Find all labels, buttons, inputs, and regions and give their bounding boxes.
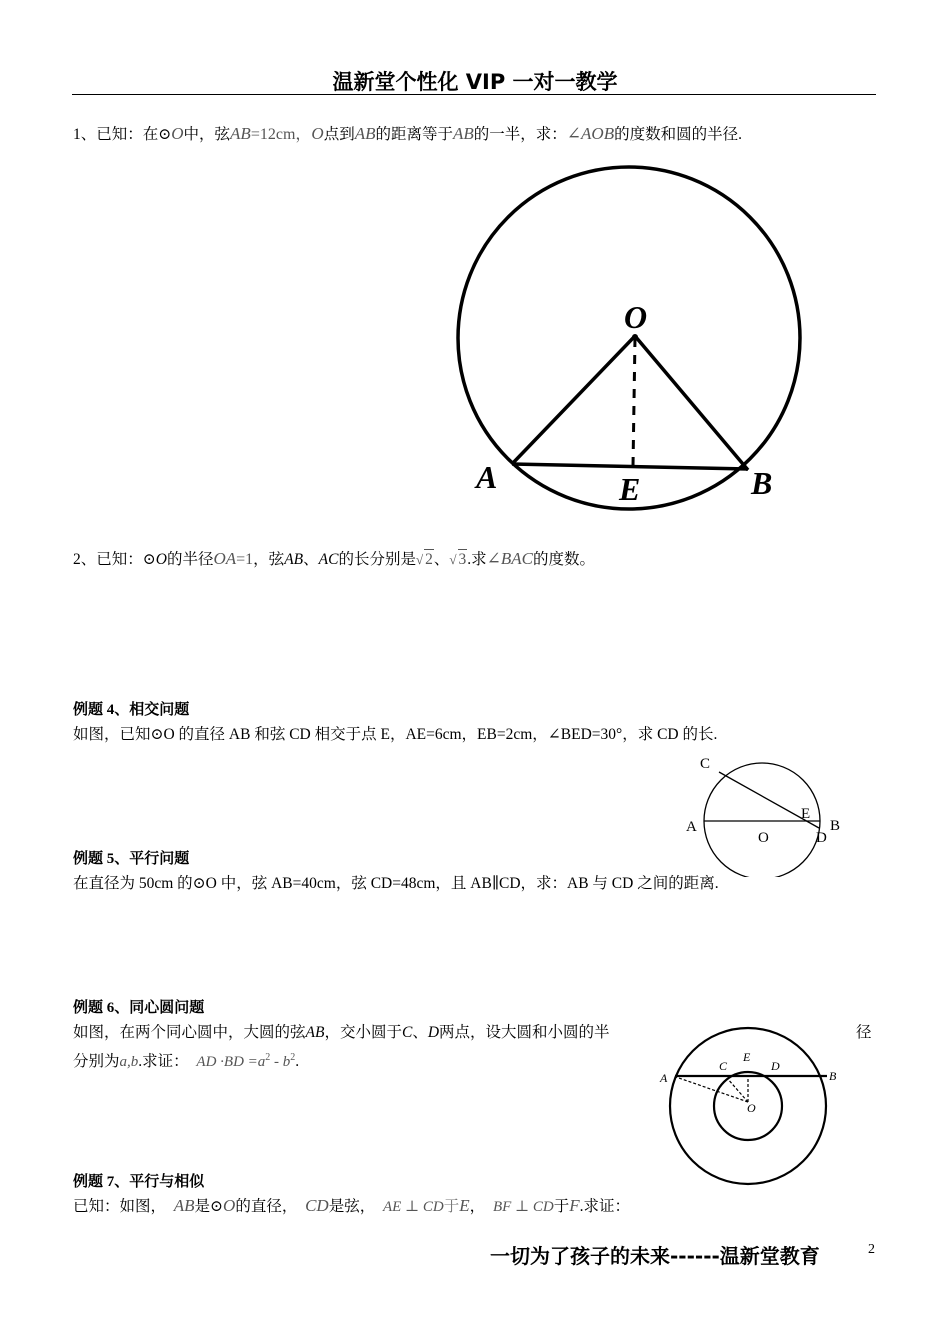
example-7-text-part: 于 [443,1198,460,1215]
figure-1-ob [635,336,748,470]
math-d: D [427,1024,440,1041]
math-f: F [569,1196,580,1215]
example-6-text: 两点，设大圆和小圆的半 [439,1024,610,1041]
math-formula: - b [270,1054,291,1071]
separator: 、 [433,551,450,568]
example-6-text: 如图，在两个同心圆中，大圆的弦 [73,1024,306,1041]
math-e: E [459,1196,470,1215]
problem-1-text: 点到 [323,126,355,143]
example-7-heading: 例题 7、平行与相似 [73,1174,205,1190]
sqrt-sign: √ [449,552,457,567]
figure-circle-triangle [440,148,820,528]
figure-3-label-o: O [747,1101,756,1115]
sqrt-2: 2 [425,551,433,568]
figure-3-label-e: E [743,1050,751,1064]
math-ab: AB [354,124,376,143]
problem-2 [73,549,595,570]
figure-2-label-c: C [700,756,711,772]
example-6-line-2 [73,1048,299,1072]
separator: 、 [303,551,319,568]
math-eq: =1 [236,551,254,568]
example-7-text-part: 于 [553,1198,570,1215]
figure-concentric-circles [656,1020,846,1190]
example-7-text-part: ， [469,1198,486,1215]
figure-1-label-a: A [476,459,498,495]
problem-2-prefix: 2、已知：⊙ [73,551,156,568]
math-angle: ∠BAC [486,549,534,568]
figure-1-oa [512,336,635,464]
math-oa: OA [213,549,237,568]
problem-2-text: .求 [467,551,487,568]
figure-3-label-a: A [660,1071,668,1085]
math-o: O [311,124,324,143]
example-4-heading: 例题 4、相交问题 [73,702,190,718]
problem-1 [73,124,742,145]
math-o: O [155,551,167,568]
example-6-text: 分别为 [73,1053,120,1071]
example-7-text-part: .求证： [579,1198,631,1215]
example-4-text: 如图，已知⊙O 的直径 AB 和弦 CD 相交于点 E，AE=6cm，EB=2cm，∠BED=30°，求 CD 的长. [73,726,718,743]
math-ab: AB [173,1196,195,1215]
math-ab: AB [230,124,251,143]
figure-1-label-e: E [619,471,641,507]
example-6-line-1-end: 径 [856,1024,872,1041]
page-number: 2 [868,1242,875,1257]
example-6-heading: 例题 6、同心圆问题 [73,1000,205,1016]
example-6-text: ，交小圆于 [324,1024,402,1041]
figure-3-label-b: B [829,1069,837,1083]
figure-intersecting-chord [676,752,856,877]
footer-slogan: 一切为了孩子的未来------温新堂教育 [490,1244,820,1268]
example-7-text-part: 是弦， [328,1198,376,1215]
figure-1-oe [633,338,635,466]
math-ab: AB [453,124,474,143]
header-rule [72,94,876,95]
figure-2-label-e: E [801,806,811,822]
example-6-text: .求证： [138,1053,189,1071]
example-5-heading: 例题 5、平行问题 [73,851,190,867]
problem-1-text: 的度数和圆的半径. [614,126,742,143]
math-ab: AB [284,551,304,568]
example-6-text: . [295,1053,300,1071]
math-c: C [401,1024,413,1041]
problem-2-text: ，弦 [253,551,285,568]
math-angle: ∠AOB [566,124,615,143]
figure-3-label-c: C [719,1059,728,1073]
math-exponent: 2 [265,1052,271,1063]
math-cd: CD [305,1196,329,1215]
problem-1-text: 中，弦 [183,126,231,143]
math-o: O [223,1196,236,1215]
example-6-line-1 [73,1023,610,1043]
math-perp: BF ⊥ CD [492,1199,554,1215]
figure-2-label-o: O [758,830,769,846]
sqrt-sign: √ [415,552,424,567]
figure-1-label-b: B [751,465,773,501]
example-7-text-part: 是⊙ [194,1198,224,1215]
problem-1-text: 的一半，求： [473,126,567,143]
math-ac: AC [318,551,339,568]
example-7-text [73,1196,630,1217]
math-exponent: 2 [290,1052,296,1063]
problem-2-text: 的半径 [166,551,214,568]
example-7-text-part: 的直径， [235,1198,298,1215]
problem-2-text: 的度数。 [533,551,596,568]
problem-1-prefix: 1、已知：在⊙ [73,126,172,143]
figure-2-label-b: B [830,818,841,834]
math-ab-vars: a,b [119,1054,139,1071]
figure-1-ab [512,464,748,469]
figure-2-label-a: A [686,819,697,835]
figure-2-label-d: D [816,830,827,846]
sqrt-3: 3 [458,551,467,568]
math-eq: =12cm， [250,126,312,143]
problem-2-text: 的长分别是 [338,551,416,568]
figure-3-label-d: D [771,1059,780,1073]
math-perp: AE ⊥ CD [382,1199,444,1215]
separator: 、 [412,1024,428,1041]
example-5-text: 在直径为 50cm 的⊙O 中，弦 AB=40cm，弦 CD=48cm，且 AB∥CD，求：AB 与 CD 之间的距离. [73,875,719,892]
example-7-text-part: 已知：如图， [73,1198,167,1215]
figure-1-circle [458,167,800,509]
math-formula: AD ·BD =a [196,1054,266,1071]
page-title: 温新堂个性化 VIP 一对一教学 [332,70,618,94]
math-ab: AB [305,1024,325,1041]
figure-1-label-o: O [624,299,648,335]
math-o: O [171,124,184,143]
problem-1-text: 的距离等于 [375,126,453,143]
